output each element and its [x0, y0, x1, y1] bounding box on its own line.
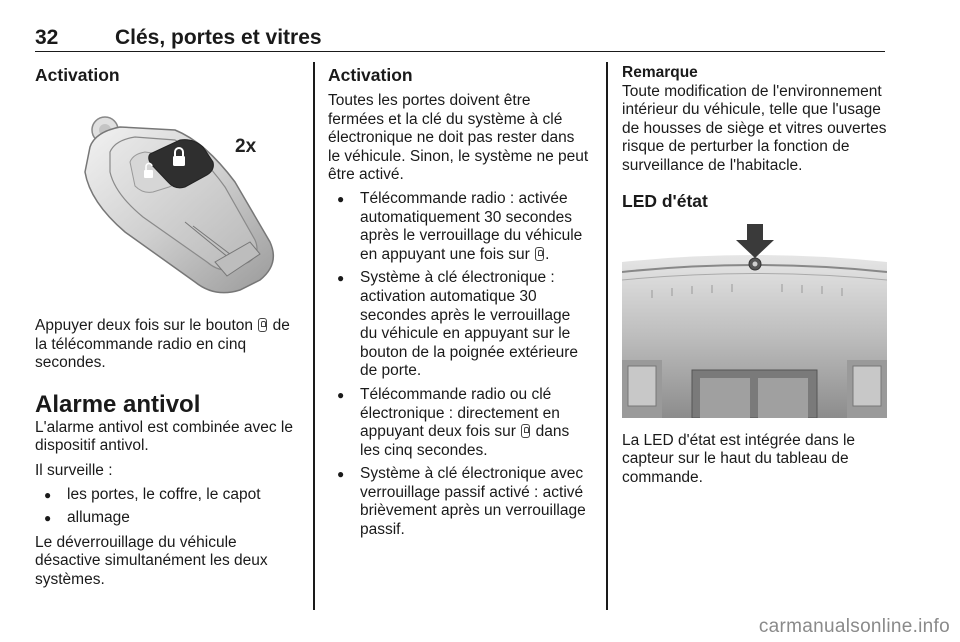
list-item [328, 190, 590, 264]
list-item [328, 269, 590, 381]
column-left [35, 64, 300, 590]
item-text: Télécommande radio : activée automatiquement 30 secondes après le verrouillage du véhicule en appuyant une fois sur [360, 189, 583, 263]
page-header [35, 26, 885, 52]
item-text: Système à clé électronique : activation automatique 30 secondes après le verrouillage du véhicule en appuyant sur le bouton de la poignée extérieure de porte. [360, 269, 579, 380]
column-middle [328, 64, 590, 540]
list-item [328, 465, 590, 539]
item-text: Système à clé électronique avec verrouillage passif activé : activé brièvement après un verrouillage passif. [360, 465, 586, 539]
instruction-text-start: Appuyer deux fois sur le bouton [35, 317, 253, 334]
section-title-anti-theft-alarm: Alarme antivol [35, 390, 201, 418]
remark-title: Remarque [622, 64, 698, 81]
instruction-text-end: de la télécommande radio en cinq secondes. [35, 317, 290, 372]
dashboard-led-illustration [622, 220, 887, 418]
monitors-intro: Il surveille : [35, 461, 113, 479]
watermark-link[interactable]: carmanualsonline.info [758, 616, 950, 637]
lock-button-icon [535, 247, 544, 261]
activation-instruction [35, 317, 300, 373]
alarm-description: L'alarme antivol est combinée avec le dispositif antivol. [35, 418, 293, 455]
activation-methods-list [328, 190, 590, 540]
item-text-end: dans les cinq secondes. [360, 423, 570, 459]
page-number: 32 [35, 26, 59, 49]
activation-conditions: Toutes les portes doivent être fermées et la clé du système à clé électronique ne doit pas rester dans le véhicule. Sinon, le système ne peut être activé. [328, 92, 589, 184]
column-right [622, 64, 887, 487]
lock-button-icon [521, 424, 530, 438]
key-fob-illustration [35, 92, 300, 307]
press-twice-badge: 2x [235, 136, 257, 157]
chapter-title: Clés, portes et vitres [115, 26, 322, 49]
list-item: ● les portes, le coffre, le capot [35, 486, 300, 505]
lock-button-icon [258, 318, 267, 332]
item-text: Télécommande radio ou clé électronique : directement en appuyant deux fois sur [360, 385, 560, 441]
list-item: ● allumage [35, 509, 300, 528]
section-heading-activation-2: Activation [328, 65, 413, 85]
led-caption: La LED d'état est intégrée dans le capteur sur le haut du tableau de commande. [622, 431, 856, 486]
monitored-items-list [35, 486, 300, 528]
section-heading-activation: Activation [35, 65, 120, 85]
column-divider [606, 62, 608, 610]
remark-text: Toute modification de l'environnement intérieur du véhicule, telle que l'usage de housses de siège et vitres ouvertes risque de perturber la fonction de surveillance de l'habitacle. [622, 82, 887, 174]
section-heading-status-led: LED d'état [622, 190, 708, 211]
column-divider [313, 62, 315, 610]
item-text-end: . [545, 245, 550, 263]
unlock-note: Le déverrouillage du véhicule désactive simultanément les deux systèmes. [35, 533, 268, 588]
list-item [328, 386, 590, 460]
